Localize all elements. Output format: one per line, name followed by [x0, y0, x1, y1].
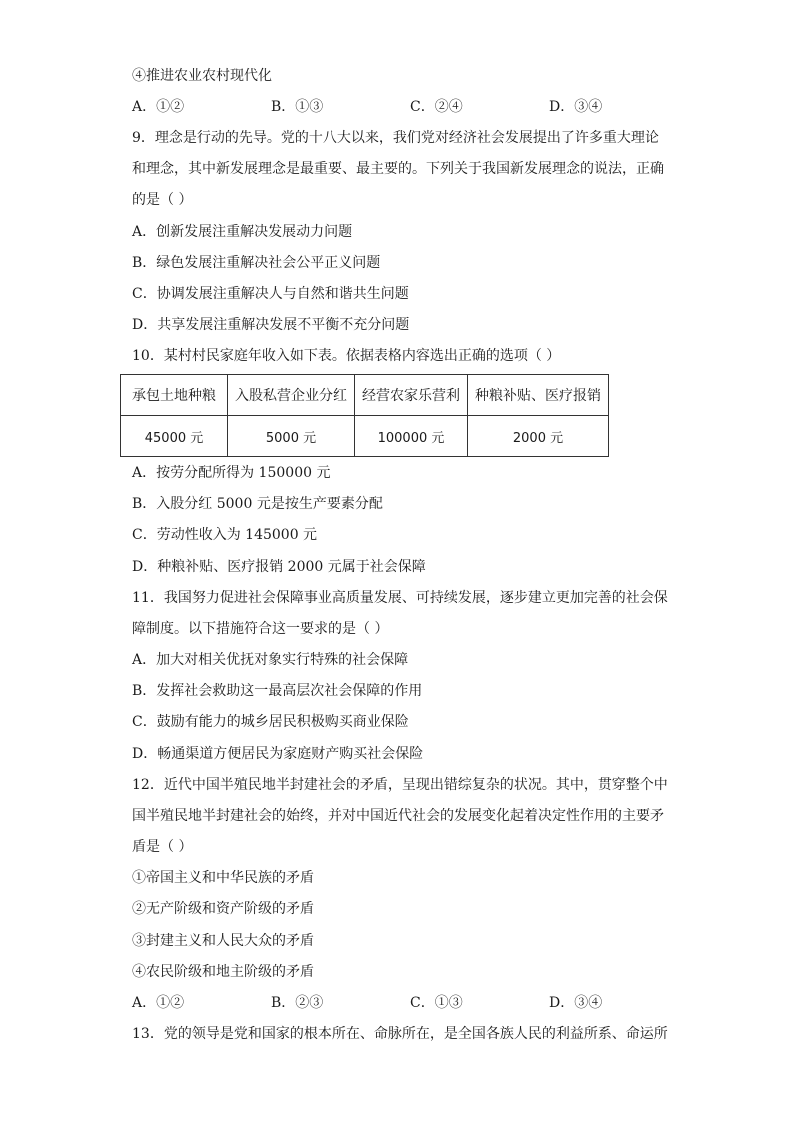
q12-item-2: ②无产阶级和资产阶级的矛盾 [132, 901, 314, 917]
q13-stem-line-1: 13．党的领导是党和国家的根本所在、命脉所在，是全国各族人民的利益所系、命运所 [132, 1026, 668, 1042]
q9-stem-line-2: 和理念，其中新发展理念是最重要、最主要的。下列关于我国新发展理念的说法，正确 [132, 161, 664, 177]
q9-stem-line-1: 9．理念是行动的先导。党的十八大以来，我们党对经济社会发展提出了许多重大理论 [132, 130, 659, 146]
income-table-header: 种粮补贴、医疗报销 [468, 375, 609, 416]
q9-option-b: B．绿色发展注重解决社会公平正义问题 [132, 255, 381, 271]
q12-option-c: C．①③ [410, 995, 463, 1011]
income-table-cell: 100000 元 [355, 416, 468, 457]
q9-stem-line-3: 的是（ ） [132, 192, 193, 208]
q12-item-1: ①帝国主义和中华民族的矛盾 [132, 870, 314, 886]
q11-option-d: D．畅通渠道方便居民为家庭财产购买社会保险 [132, 746, 424, 762]
q11-stem-line-2: 障制度。以下措施符合这一要求的是（ ） [132, 621, 389, 637]
q11-stem-line-1: 11．我国努力促进社会保障事业高质量发展、可持续发展，逐步建立更加完善的社会保 [132, 590, 668, 606]
q12-stem-line-1: 12．近代中国半殖民地半封建社会的矛盾，呈现出错综复杂的状况。其中，贯穿整个中 [132, 777, 668, 793]
q12-option-d: D．③④ [549, 995, 603, 1011]
q12-item-4: ④农民阶级和地主阶级的矛盾 [132, 964, 314, 980]
income-table-cell: 45000 元 [121, 416, 228, 457]
q11-option-a: A．加大对相关优抚对象实行特殊的社会保障 [132, 652, 409, 668]
q11-option-c: C．鼓励有能力的城乡居民积极购买商业保险 [132, 714, 409, 730]
q8-option-b: B．①③ [271, 99, 324, 115]
q9-option-d: D．共享发展注重解决发展不平衡不充分问题 [132, 317, 410, 333]
q8-option-d: D．③④ [549, 99, 603, 115]
q10-option-b: B．入股分红 5000 元是按生产要素分配 [132, 496, 383, 512]
income-table [120, 374, 609, 457]
q12-stem-line-2: 国半殖民地半封建社会的始终，并对中国近代社会的发展变化起着决定性作用的主要矛 [132, 808, 664, 824]
q12-item-3: ③封建主义和人民大众的矛盾 [132, 933, 314, 949]
q11-option-b: B．发挥社会救助这一最高层次社会保障的作用 [132, 683, 423, 699]
q10-option-d: D．种粮补贴、医疗报销 2000 元属于社会保障 [132, 559, 426, 575]
q12-stem-line-3: 盾是（ ） [132, 839, 193, 855]
income-table-header: 承包土地种粮 [121, 375, 228, 416]
income-table-header: 入股私营企业分红 [228, 375, 355, 416]
q10-option-c: C．劳动性收入为 145000 元 [132, 527, 318, 543]
income-table-value-row [121, 416, 609, 457]
q10-option-a: A．按劳分配所得为 150000 元 [132, 465, 331, 481]
q8-option-a: A．①② [132, 99, 185, 115]
income-table-header: 经营农家乐营利 [355, 375, 468, 416]
q8-item-4: ④推进农业农村现代化 [132, 68, 272, 84]
q9-option-a: A．创新发展注重解决发展动力问题 [132, 224, 353, 240]
income-table-cell: 5000 元 [228, 416, 355, 457]
income-table-header-row [121, 375, 609, 416]
q8-option-c: C．②④ [410, 99, 463, 115]
q10-stem: 10．某村村民家庭年收入如下表。依据表格内容选出正确的选项（ ） [132, 348, 561, 364]
q12-option-b: B．②③ [271, 995, 324, 1011]
income-table-cell: 2000 元 [468, 416, 609, 457]
q12-option-a: A．①② [132, 995, 185, 1011]
q9-option-c: C．协调发展注重解决人与自然和谐共生问题 [132, 286, 409, 302]
